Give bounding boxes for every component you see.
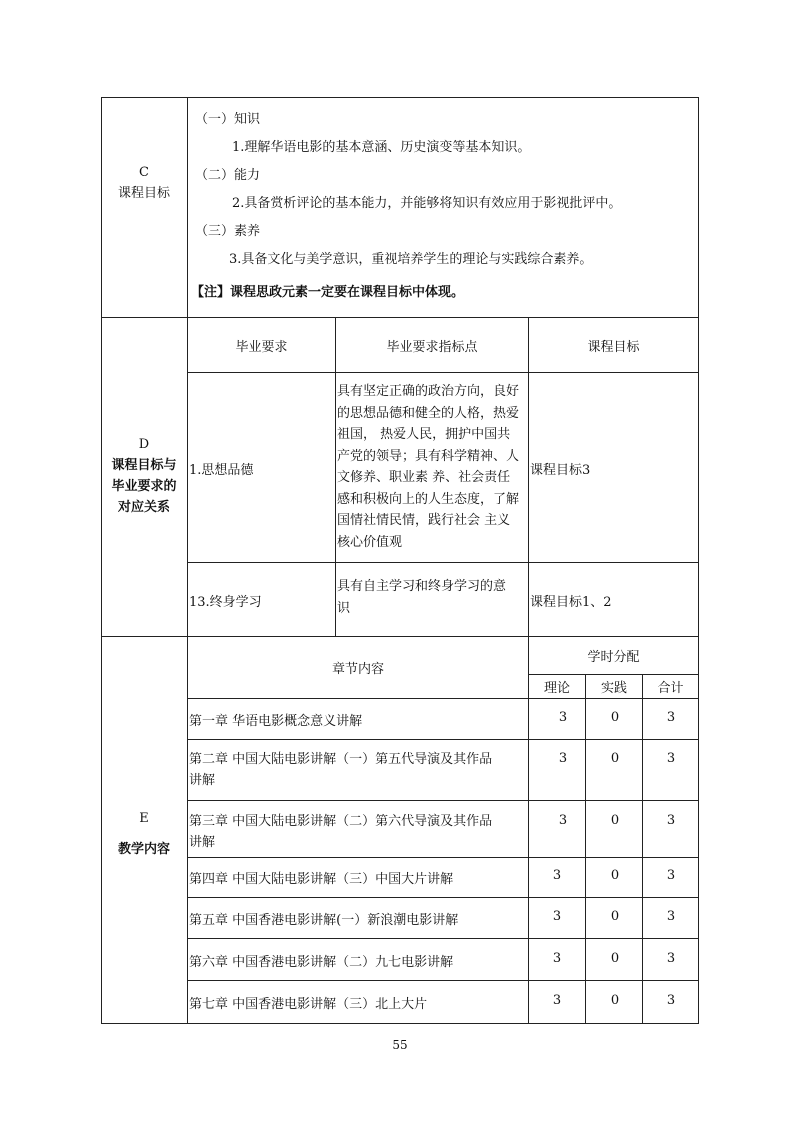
theory-hours: 3 (558, 813, 568, 828)
practice-hours: 0 (610, 993, 620, 1008)
section-c-title: 课程目标 (117, 186, 170, 201)
indicator-line: 识 (337, 600, 351, 616)
section-e-title: 教学内容 (117, 842, 170, 857)
theory-hours: 3 (552, 993, 562, 1008)
practice-hours: 0 (610, 710, 620, 725)
goal-text-ability: 2.具备赏析评论的基本能力，并能够将知识有效应用于影视批评中。 (232, 196, 622, 211)
section-d-title-line: 课程目标与 (111, 458, 177, 473)
practice-hours: 0 (610, 909, 620, 924)
indicator-cell (337, 381, 529, 553)
indicator-line: 祖国， 热爱人民，拥护中国共 (337, 427, 511, 442)
chapter-title: 第七章 中国香港电影讲解（三）北上大片 (189, 997, 428, 1012)
theory-hours: 3 (552, 909, 562, 924)
requirement-cell: 13.终身学习 (189, 595, 262, 610)
header-theory: 理论 (543, 681, 570, 696)
indicator-line: 具有坚定正确的政治方向，良好 (337, 384, 520, 399)
section-d-title-line: 毕业要求的 (111, 479, 177, 494)
header-course-goal: 课程目标 (587, 339, 640, 355)
chapter-title-line: 讲解 (189, 835, 216, 850)
total-hours: 3 (666, 813, 676, 828)
indicator-line: 产党的领导；具有科学精神、人 (337, 448, 520, 464)
chapter-title-line: 第二章 中国大陆电影讲解（一）第五代导演及其作品 (189, 752, 493, 767)
section-d-title-line: 对应关系 (117, 500, 170, 515)
section-d-label (101, 434, 187, 518)
total-hours: 3 (666, 909, 676, 924)
indicator-cell (337, 576, 529, 619)
goal-text-knowledge: 1.理解华语电影的基本意涵、历史演变等基本知识。 (232, 140, 531, 155)
course-goal-cell: 课程目标1、2 (530, 595, 612, 610)
requirement-cell: 1.思想品德 (189, 463, 254, 478)
total-hours: 3 (666, 710, 676, 725)
theory-hours: 3 (558, 751, 568, 766)
header-hours: 学时分配 (587, 650, 640, 665)
chapter-title-line: 第三章 中国大陆电影讲解（二）第六代导演及其作品 (189, 814, 493, 829)
indicator-line: 核心价值观 (337, 534, 403, 550)
header-requirement: 毕业要求 (235, 339, 288, 355)
goal-note: 【注】课程思政元素一定要在课程目标中体现。 (191, 285, 465, 300)
practice-hours: 0 (610, 751, 620, 766)
theory-hours: 3 (552, 951, 562, 966)
total-hours: 3 (666, 951, 676, 966)
practice-hours: 0 (610, 951, 620, 966)
goal-heading-knowledge: （一）知识 (195, 112, 261, 127)
header-chapter-content: 章节内容 (331, 662, 384, 677)
chapter-title: 第一章 华语电影概念意义讲解 (189, 714, 363, 729)
indicator-line: 的思想品德和健全的人格，热爱 (337, 405, 520, 421)
section-c-code: C (139, 165, 149, 180)
total-hours: 3 (666, 868, 676, 883)
practice-hours: 0 (610, 868, 620, 883)
goal-heading-ability: （二）能力 (195, 168, 261, 183)
total-hours: 3 (666, 751, 676, 766)
chapter-title (189, 749, 492, 791)
chapter-title (189, 811, 492, 853)
indicator-line: 感和积极向上的人生态度，了解 (337, 491, 520, 507)
header-indicator: 毕业要求指标点 (386, 339, 478, 355)
section-c-label (101, 162, 187, 204)
theory-hours: 3 (552, 868, 562, 883)
section-d-code: D (138, 437, 150, 452)
indicator-line: 国情社情民情，践行社会 主义 (337, 513, 511, 528)
practice-hours: 0 (610, 813, 620, 828)
chapter-title-line: 讲解 (189, 773, 216, 788)
header-total: 合计 (657, 681, 684, 696)
section-e-label (101, 808, 187, 860)
goal-text-literacy: 3.具备文化与美学意识，重视培养学生的理论与实践综合素养。 (229, 252, 593, 267)
goal-heading-literacy: （三）素养 (195, 224, 261, 239)
header-practice: 实践 (600, 681, 627, 696)
chapter-title: 第六章 中国香港电影讲解（二）九七电影讲解 (189, 955, 454, 970)
indicator-line: 文修养、职业素 养、社会责任 (337, 470, 511, 485)
theory-hours: 3 (558, 710, 568, 725)
course-goal-cell: 课程目标3 (530, 463, 591, 478)
indicator-line: 具有自主学习和终身学习的意 (337, 579, 507, 594)
total-hours: 3 (666, 993, 676, 1008)
chapter-title: 第五章 中国香港电影讲解(一）新浪潮电影讲解 (189, 913, 459, 928)
page-number: 55 (392, 1038, 408, 1052)
section-e-code: E (139, 811, 149, 826)
chapter-title: 第四章 中国大陆电影讲解（三）中国大片讲解 (189, 872, 454, 887)
